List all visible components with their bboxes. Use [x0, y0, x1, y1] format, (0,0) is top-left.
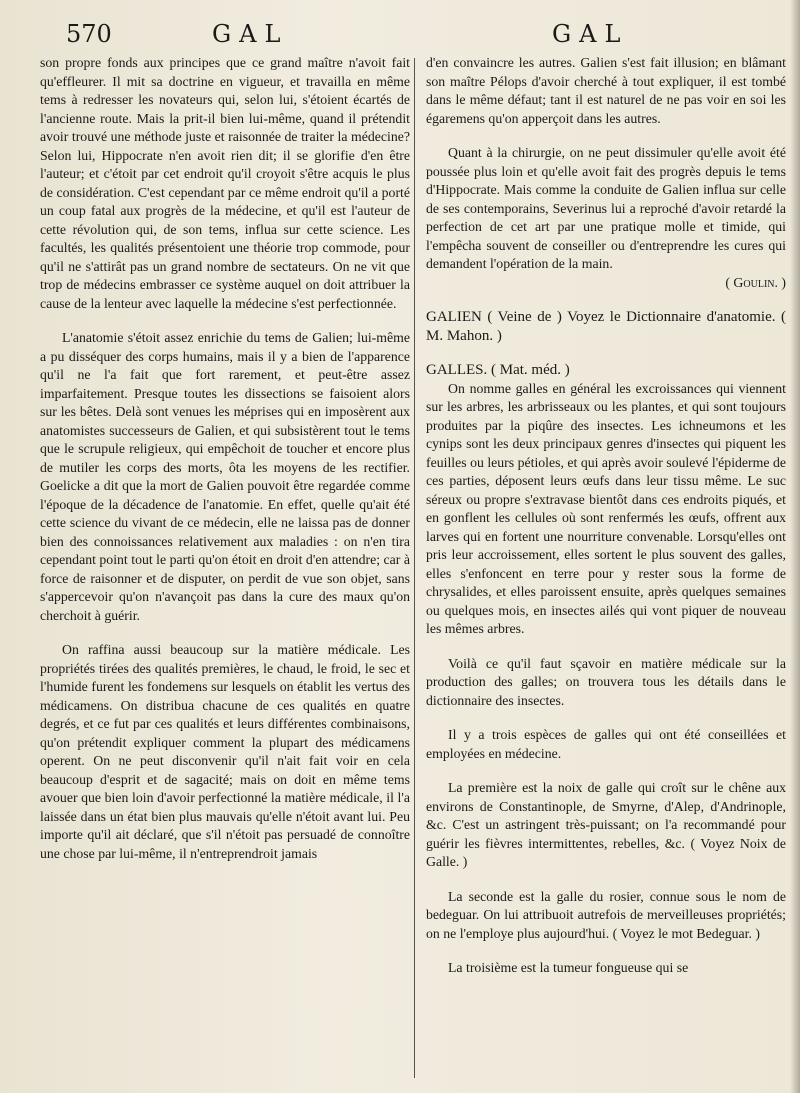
running-head-right: GAL	[552, 20, 629, 48]
page-edge-shadow	[790, 0, 800, 1093]
right-paragraph-2: Quant à la chirurgie, on ne peut dissimuler qu'elle avoit été poussée plus loin et qu'elle avoit fait des progrès depuis le tems d'Hippocrate. Mais comme la conduite de Galien influa sur celle de ses contemporains, Severinus lui a reproché d'avoir retardé la perfection de cet art par une pratique molle et timide, qui l'empêcha souvent de conseiller ou d'entreprendre les cures qui demandent l'opération de la main.	[426, 145, 786, 271]
right-paragraph-4: Voilà ce qu'il faut sçavoir en matière médicale sur la production des galles; on trouvera tous les détails dans le dictionnaire des insectes.	[426, 655, 786, 708]
left-column	[40, 54, 410, 863]
right-paragraph-7: La seconde est la galle du rosier, connue sous le nom de bedeguar. On lui attribuoit autrefois de merveilleuses propriétés; on ne l'employe plus aujourd'hui. ( Voyez le mot Bedeguar. )	[426, 888, 786, 941]
page-header	[0, 18, 800, 54]
right-paragraph-5: Il y a trois espèces de galles qui ont été conseillées et employées en médecine.	[426, 727, 786, 761]
page-number: 570	[66, 20, 112, 48]
right-paragraph-3: On nomme galles en général les excroissances qui viennent sur les arbres, les arbrisseaux ou les plantes, et qui sont toujours produites par la piqûre des insectes. Les ichneumons et les cynips sont les deux principaux genres d'insectes qui piquent les feuilles ou leurs pétioles, et qui après avoir soulevé l'épiderme de ces parties, déposent leurs œufs dans leur tissu même. Le suc séreux ou propre s'extravase bientôt dans ces endroits piqués, et en gonflent les cellules où sont renfermés les œufs, offrent aux larves qui en fortent une nourriture convenable. Lorsqu'elles ont pris leur accroissement, elles sortent le plus souvent des galles, elles s'enfoncent en terre pour y rester sous la forme de chrysalides, et elles paroissent ensuite, après quelques semaines ou quelques mois, en insectes ailés qui vont piquer de nouveau les mêmes arbres.	[426, 380, 786, 636]
author-signature: ( Goulin. )	[725, 274, 786, 290]
entry-heading-galien: GALIEN ( Veine de ) Voyez le Dictionnaire d'anatomie. ( M. Mahon. )	[426, 309, 786, 344]
left-paragraph-1: son propre fonds aux principes que ce grand maître n'avoit fait qu'effleurer. Il mit sa doctrine en vigueur, et travailla en même tems à redresser les novateurs qui, selon lui, s'étoient écartés de l'ancienne route. Mais la prit-il bien lui-même, quand il prétendit avoir trouvé une méthode juste et raisonnée de traiter la médecine? Selon lui, Hippocrate n'en avoit rien dit; il se glorifie d'en être l'auteur; et c'étoit par cet endroit qu'il croyoit s'être acquis le plus de considération. C'est cependant par ce même endroit qu'il a porté un coup fatal aux progrès de la médecine, et qu'il est l'auteur de cette révolution qui, de son tems, influa sur cette science. Les facultés, les qualités présentoient une théorie trop commode, pour qu'il ne s'attirât pas un grand nombre de sectateurs. On ne vit que trop de médecins embrasser ce système auquel on doit attribuer la cause de la lenteur avec laquelle la médecine s'est perfectionnée.	[40, 55, 410, 311]
right-paragraph-6: La première est la noix de galle qui croît sur le chêne aux environs de Constantinople, de Smyrne, d'Alep, d'Andrinople, &c. C'est un astringent très-puissant; on l'a recommandé pour guérir les fièvres intermittentes, rebelles, &c. ( Voyez Noix de Galle. )	[426, 780, 786, 869]
left-paragraph-3: On raffina aussi beaucoup sur la matière médicale. Les propriétés tirées des qualités premières, le chaud, le froid, le sec et l'humide furent les fondemens sur lesquels on établit les vertus des médicamens. On distribua chacune de ces qualités en quatre degrés, et ce fut par ces qualités et leurs différentes combinaisons, qu'on prétendit expliquer comment la plupart des médicamens operent. On ne peut disconvenir qu'il n'ait fait voir en cela beaucoup d'esprit et de sagacité; mais on doit en même tems avouer que bien loin d'avoir perfectionné la matière médicale, il l'a laissée dans un état bien plus mauvais qu'elle n'étoit avant lui. Peu importe qu'il ait déclaré, que s'il n'étoit pas persuadé de connoître une chose par lui-même, il n'entreprendroit jamais	[40, 642, 410, 861]
right-paragraph-1: d'en convaincre les autres. Galien s'est fait illusion; en blâmant son maître Pélops d'avoir cherché à tout expliquer, il est tombé dans le même défaut; tant il est naturel de ne pas voir en soi les égaremens qu'on apperçoit dans les autres.	[426, 55, 786, 126]
right-paragraph-8: La troisième est la tumeur fongueuse qui se	[448, 960, 689, 975]
entry-heading-galles: GALLES. ( Mat. méd. )	[426, 362, 570, 378]
column-divider	[414, 58, 415, 1078]
left-paragraph-2: L'anatomie s'étoit assez enrichie du tems de Galien; lui-même a pu disséquer des corps humains, mais il y a bien de l'apparence qu'il ne l'a fait que fort rarement, et peut-être assez imparfaitement. Presque toutes les dissections se faisoient alors sur les bêtes. Delà sont venues les méprises qui en imposèrent aux anatomistes successeurs de Galien, et qui subsistèrent tout le tems que le scrupule religieux, qui empêchoit de toucher et encore plus de mutiler les corps des morts, ôta les moyens de les rectifier. Goelicke a dit que la mort de Galien pouvoit être regardée comme l'époque de la décadence de l'anatomie. En effet, quelle qu'ait été cette science du vivant de ce médecin, elle ne laissa pas de donner bien des connoissances relativement aux maladies : on n'en tira cependant point tout le parti qu'on étoit en droit d'en attendre; car à force de raisonner et de disputer, on perdit de vue son objet, sans s'appercevoir qu'on n'avançoit pas dans la cure des maux qu'on cherchoit à guérir.	[40, 330, 410, 623]
running-head-left: GAL	[212, 20, 289, 48]
right-column	[426, 54, 786, 978]
